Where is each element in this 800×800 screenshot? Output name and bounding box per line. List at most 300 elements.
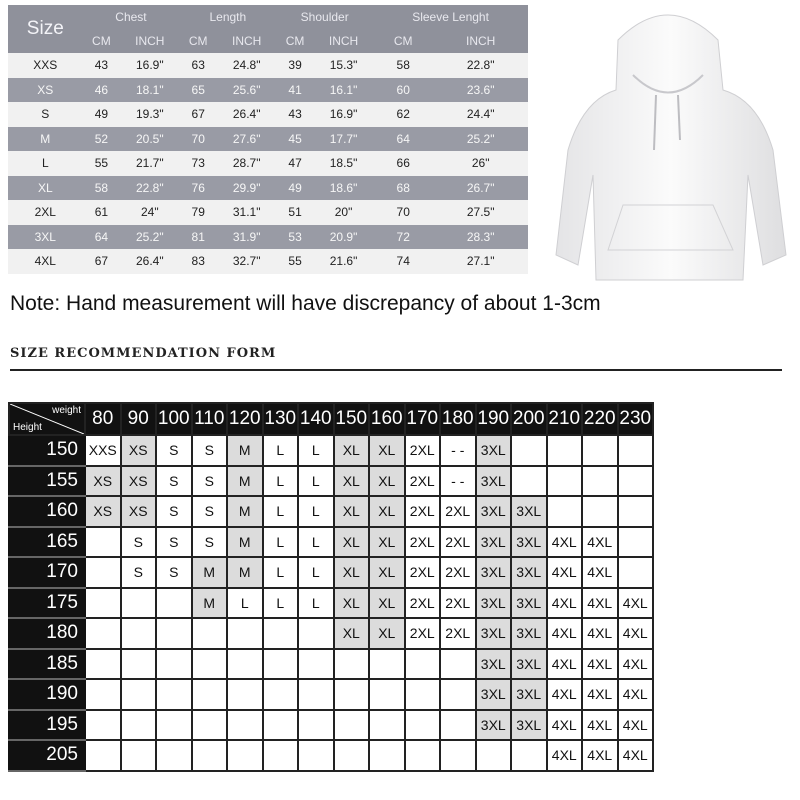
size-cell: XL [369, 527, 405, 558]
size-cell [263, 679, 299, 710]
value-cell: 15.3" [314, 53, 373, 78]
size-cell [227, 618, 263, 649]
measurement-note: Note: Hand measurement will have discrepancy of about 1-3cm [10, 292, 601, 315]
size-cell: 3XL [8, 225, 83, 250]
size-cell [298, 649, 334, 680]
table-row [9, 588, 653, 619]
size-cell: M [227, 435, 263, 466]
group-header: Sleeve Lenght [373, 5, 528, 29]
size-cell [511, 740, 547, 771]
size-cell: 2XL [405, 466, 441, 497]
size-cell [156, 710, 192, 741]
size-cell [618, 466, 654, 497]
size-cell [334, 740, 370, 771]
size-cell [156, 740, 192, 771]
value-cell: 63 [179, 53, 217, 78]
size-cell: 4XL [547, 679, 583, 710]
size-cell [369, 740, 405, 771]
size-cell: 4XL [618, 740, 654, 771]
size-cell [263, 740, 299, 771]
weight-header: 110 [192, 403, 228, 435]
size-cell [85, 740, 121, 771]
height-header: 155 [9, 466, 85, 497]
value-cell: 45 [276, 127, 314, 152]
size-cell: L [298, 496, 334, 527]
size-cell: XS [121, 496, 157, 527]
value-cell: 79 [179, 200, 217, 225]
table-row [9, 740, 653, 771]
value-cell: 72 [373, 225, 433, 250]
table-row [8, 200, 528, 225]
size-cell: XL [369, 496, 405, 527]
size-cell: XL [334, 588, 370, 619]
size-cell [582, 496, 618, 527]
size-cell [618, 496, 654, 527]
size-cell [440, 679, 476, 710]
size-cell [121, 679, 157, 710]
size-cell [85, 649, 121, 680]
size-cell: XL [334, 435, 370, 466]
size-cell: XS [85, 466, 121, 497]
size-cell: 2XL [405, 527, 441, 558]
weight-header: 140 [298, 403, 334, 435]
size-cell: 2XL [405, 557, 441, 588]
size-cell [547, 466, 583, 497]
value-cell: 64 [83, 225, 121, 250]
value-cell: 58 [373, 53, 433, 78]
size-cell [511, 435, 547, 466]
value-cell: 20.5" [120, 127, 179, 152]
size-cell: 3XL [511, 496, 547, 527]
size-cell [263, 618, 299, 649]
value-cell: 31.1" [217, 200, 276, 225]
size-cell: XL [334, 527, 370, 558]
size-cell: XL [334, 618, 370, 649]
size-cell: 4XL [582, 618, 618, 649]
value-cell: 53 [276, 225, 314, 250]
size-cell: 2XL [405, 496, 441, 527]
table-row [8, 151, 528, 176]
table-row [9, 649, 653, 680]
group-header: Length [179, 5, 276, 29]
size-cell: 3XL [511, 588, 547, 619]
size-cell [263, 649, 299, 680]
value-cell: 26.4" [217, 102, 276, 127]
value-cell: 18.6" [314, 176, 373, 201]
size-cell: L [298, 527, 334, 558]
size-cell: S [156, 496, 192, 527]
size-cell [369, 710, 405, 741]
value-cell: 18.5" [314, 151, 373, 176]
size-cell: L [8, 151, 83, 176]
size-cell [298, 740, 334, 771]
size-cell [192, 679, 228, 710]
size-cell: 4XL [547, 649, 583, 680]
value-cell: 51 [276, 200, 314, 225]
value-cell: 70 [179, 127, 217, 152]
value-cell: 31.9" [217, 225, 276, 250]
value-cell: 64 [373, 127, 433, 152]
size-cell [227, 649, 263, 680]
size-cell [618, 557, 654, 588]
unit-inch: INCH [433, 29, 528, 53]
size-cell [547, 496, 583, 527]
size-cell [440, 649, 476, 680]
value-cell: 52 [83, 127, 121, 152]
value-cell: 16.1" [314, 78, 373, 103]
size-cell: 4XL [582, 679, 618, 710]
size-cell: 4XL [547, 618, 583, 649]
table-row [9, 527, 653, 558]
size-cell [227, 740, 263, 771]
value-cell: 66 [373, 151, 433, 176]
size-cell: XS [121, 466, 157, 497]
value-cell: 46 [83, 78, 121, 103]
size-cell [334, 649, 370, 680]
table-row [9, 435, 653, 466]
size-cell [192, 649, 228, 680]
size-cell: 4XL [547, 740, 583, 771]
size-cell: S [121, 527, 157, 558]
height-header: 175 [9, 588, 85, 619]
size-cell [405, 679, 441, 710]
value-cell: 43 [276, 102, 314, 127]
size-cell [405, 710, 441, 741]
size-cell: 2XL [440, 618, 476, 649]
size-cell: XL [334, 466, 370, 497]
value-cell: 60 [373, 78, 433, 103]
height-header: 170 [9, 557, 85, 588]
size-cell [85, 588, 121, 619]
size-cell: L [263, 527, 299, 558]
table-row [8, 127, 528, 152]
measurement-table [8, 5, 528, 274]
size-cell [85, 710, 121, 741]
size-cell: S [156, 435, 192, 466]
value-cell: 27.6" [217, 127, 276, 152]
size-cell [227, 710, 263, 741]
size-cell [618, 527, 654, 558]
size-cell: 3XL [511, 557, 547, 588]
size-cell: L [263, 466, 299, 497]
value-cell: 20.9" [314, 225, 373, 250]
size-header: Size [8, 5, 83, 53]
size-cell: 4XL [582, 649, 618, 680]
height-header: 190 [9, 679, 85, 710]
size-cell: S [192, 435, 228, 466]
size-cell: 4XL [618, 588, 654, 619]
value-cell: 21.7" [120, 151, 179, 176]
value-cell: 55 [83, 151, 121, 176]
size-cell: 3XL [476, 527, 512, 558]
size-cell: 2XL [440, 496, 476, 527]
size-cell [156, 618, 192, 649]
size-cell [582, 466, 618, 497]
size-cell: 3XL [476, 679, 512, 710]
value-cell: 73 [179, 151, 217, 176]
size-cell: - - [440, 435, 476, 466]
size-cell [85, 527, 121, 558]
size-cell [227, 679, 263, 710]
value-cell: 28.7" [217, 151, 276, 176]
table-row [8, 176, 528, 201]
size-cell: L [263, 588, 299, 619]
size-cell [263, 710, 299, 741]
size-cell: 2XL [440, 527, 476, 558]
value-cell: 22.8" [433, 53, 528, 78]
size-cell [298, 679, 334, 710]
size-cell [369, 649, 405, 680]
value-cell: 20" [314, 200, 373, 225]
size-cell [121, 710, 157, 741]
value-cell: 21.6" [314, 249, 373, 274]
size-cell: S [121, 557, 157, 588]
value-cell: 25.2" [120, 225, 179, 250]
weight-header: 80 [85, 403, 121, 435]
corner-cell [9, 403, 85, 435]
size-cell: 4XL [582, 710, 618, 741]
weight-header: 200 [511, 403, 547, 435]
size-cell [511, 466, 547, 497]
size-cell: M [227, 496, 263, 527]
size-cell [156, 679, 192, 710]
height-header: 160 [9, 496, 85, 527]
value-cell: 26.4" [120, 249, 179, 274]
group-header: Chest [83, 5, 180, 29]
size-cell [298, 618, 334, 649]
size-cell: S [156, 557, 192, 588]
weight-header: 100 [156, 403, 192, 435]
height-header: 185 [9, 649, 85, 680]
value-cell: 26" [433, 151, 528, 176]
size-cell: 4XL [8, 249, 83, 274]
value-cell: 68 [373, 176, 433, 201]
table-row [8, 102, 528, 127]
size-cell: L [298, 588, 334, 619]
size-cell [156, 649, 192, 680]
value-cell: 26.7" [433, 176, 528, 201]
value-cell: 81 [179, 225, 217, 250]
unit-inch: INCH [120, 29, 179, 53]
height-header: 150 [9, 435, 85, 466]
divider [10, 369, 782, 371]
value-cell: 67 [179, 102, 217, 127]
unit-cm: CM [373, 29, 433, 53]
hoodie-image [548, 0, 800, 290]
size-cell: 2XL [405, 435, 441, 466]
size-cell: - - [440, 466, 476, 497]
size-cell: 4XL [618, 649, 654, 680]
size-cell: S [192, 527, 228, 558]
size-cell: L [263, 435, 299, 466]
table-row [8, 78, 528, 103]
size-cell [334, 679, 370, 710]
size-cell [85, 618, 121, 649]
value-cell: 49 [83, 102, 121, 127]
value-cell: 58 [83, 176, 121, 201]
size-cell: L [263, 496, 299, 527]
size-cell: 2XL [405, 588, 441, 619]
size-cell: XL [369, 435, 405, 466]
size-cell: S [156, 466, 192, 497]
table-row [9, 466, 653, 497]
value-cell: 18.1" [120, 78, 179, 103]
size-cell: XXS [85, 435, 121, 466]
size-cell [440, 710, 476, 741]
weight-header: 220 [582, 403, 618, 435]
size-cell: M [227, 466, 263, 497]
size-cell: 2XL [440, 588, 476, 619]
size-cell: S [8, 102, 83, 127]
value-cell: 83 [179, 249, 217, 274]
size-cell: 4XL [618, 618, 654, 649]
table-row [9, 679, 653, 710]
size-cell: XL [334, 496, 370, 527]
size-cell: 2XL [405, 618, 441, 649]
size-cell [476, 740, 512, 771]
value-cell: 41 [276, 78, 314, 103]
size-cell: XS [85, 496, 121, 527]
size-cell: L [263, 557, 299, 588]
value-cell: 67 [83, 249, 121, 274]
size-cell: L [227, 588, 263, 619]
size-cell [121, 740, 157, 771]
size-cell: 3XL [511, 527, 547, 558]
size-cell: 4XL [618, 679, 654, 710]
size-cell: 3XL [476, 588, 512, 619]
size-cell: XL [8, 176, 83, 201]
size-cell: L [298, 557, 334, 588]
size-cell: M [192, 557, 228, 588]
size-cell [405, 740, 441, 771]
size-cell: XL [369, 466, 405, 497]
value-cell: 27.1" [433, 249, 528, 274]
size-cell: 3XL [476, 710, 512, 741]
weight-header: 130 [263, 403, 299, 435]
weight-header: 160 [369, 403, 405, 435]
value-cell: 62 [373, 102, 433, 127]
size-cell: S [192, 496, 228, 527]
height-header: 205 [9, 740, 85, 771]
size-cell: L [298, 435, 334, 466]
size-cell: 3XL [476, 649, 512, 680]
size-cell: 4XL [547, 527, 583, 558]
size-cell: XL [369, 557, 405, 588]
value-cell: 39 [276, 53, 314, 78]
value-cell: 74 [373, 249, 433, 274]
size-cell: S [192, 466, 228, 497]
value-cell: 28.3" [433, 225, 528, 250]
value-cell: 43 [83, 53, 121, 78]
value-cell: 32.7" [217, 249, 276, 274]
size-cell [547, 435, 583, 466]
size-cell [85, 679, 121, 710]
value-cell: 22.8" [120, 176, 179, 201]
table-row [9, 710, 653, 741]
size-cell [156, 588, 192, 619]
size-cell [121, 588, 157, 619]
value-cell: 61 [83, 200, 121, 225]
table-row [9, 496, 653, 527]
size-cell: 4XL [547, 710, 583, 741]
weight-header: 90 [121, 403, 157, 435]
size-cell: M [192, 588, 228, 619]
unit-inch: INCH [217, 29, 276, 53]
value-cell: 47 [276, 151, 314, 176]
table-row [8, 225, 528, 250]
table-row [9, 557, 653, 588]
height-label: Height [13, 422, 42, 433]
size-cell [192, 710, 228, 741]
size-cell [121, 618, 157, 649]
size-cell: 3XL [476, 618, 512, 649]
weight-header: 210 [547, 403, 583, 435]
size-cell: S [156, 527, 192, 558]
weight-header: 150 [334, 403, 370, 435]
header-row [8, 5, 528, 29]
size-cell [192, 618, 228, 649]
size-cell [85, 557, 121, 588]
weight-header: 190 [476, 403, 512, 435]
value-cell: 49 [276, 176, 314, 201]
value-cell: 70 [373, 200, 433, 225]
size-cell: 3XL [511, 710, 547, 741]
size-cell [192, 740, 228, 771]
height-header: 165 [9, 527, 85, 558]
section-title: SIZE RECOMMENDATION FORM [10, 346, 277, 361]
value-cell: 24" [120, 200, 179, 225]
size-cell [334, 710, 370, 741]
size-cell: 4XL [582, 588, 618, 619]
size-cell: XS [8, 78, 83, 103]
weight-header: 120 [227, 403, 263, 435]
size-recommendation-table [8, 402, 654, 772]
size-cell: 3XL [511, 618, 547, 649]
unit-row [8, 29, 528, 53]
unit-cm: CM [179, 29, 217, 53]
size-cell: 3XL [476, 557, 512, 588]
value-cell: 55 [276, 249, 314, 274]
value-cell: 24.4" [433, 102, 528, 127]
size-cell: 3XL [476, 496, 512, 527]
size-cell: M [227, 557, 263, 588]
weight-header: 180 [440, 403, 476, 435]
unit-cm: CM [276, 29, 314, 53]
size-cell: 2XL [8, 200, 83, 225]
value-cell: 29.9" [217, 176, 276, 201]
size-cell [405, 649, 441, 680]
size-cell [298, 710, 334, 741]
size-cell: XS [121, 435, 157, 466]
weight-header-row [9, 403, 653, 435]
size-cell: M [8, 127, 83, 152]
size-cell: 3XL [511, 649, 547, 680]
group-header: Shoulder [276, 5, 373, 29]
size-cell: 4XL [582, 527, 618, 558]
value-cell: 23.6" [433, 78, 528, 103]
weight-label: weight [52, 405, 81, 416]
size-cell [121, 649, 157, 680]
value-cell: 19.3" [120, 102, 179, 127]
size-cell: 3XL [476, 435, 512, 466]
table-row [9, 618, 653, 649]
size-cell: XXS [8, 53, 83, 78]
size-cell [618, 435, 654, 466]
height-header: 180 [9, 618, 85, 649]
size-cell: 4XL [547, 588, 583, 619]
size-cell [582, 435, 618, 466]
size-cell: 2XL [440, 557, 476, 588]
